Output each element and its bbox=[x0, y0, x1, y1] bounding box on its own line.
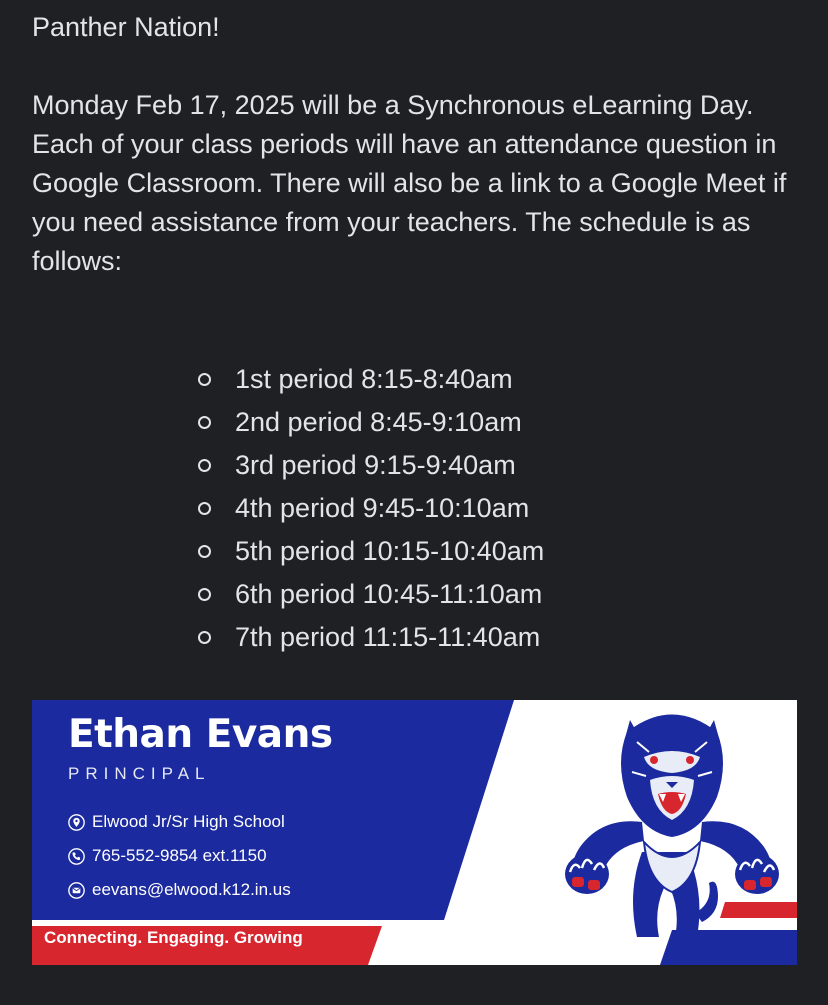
signature-name: Ethan Evans bbox=[68, 712, 333, 757]
bullet-icon bbox=[198, 631, 211, 644]
list-item: 3rd period 9:15-9:40am bbox=[196, 444, 544, 487]
signature-phone bbox=[68, 846, 267, 866]
schedule-list bbox=[196, 358, 544, 659]
list-item: 7th period 11:15-11:40am bbox=[196, 616, 544, 659]
bullet-icon bbox=[198, 459, 211, 472]
location-pin-icon bbox=[68, 814, 85, 831]
bullet-icon bbox=[198, 373, 211, 386]
announcement-text: Monday Feb 17, 2025 will be a Synchronous eLearning Day. Each of your class periods will have an attendance question in Google Classroom. There will also be a link to a Google Meet if you need assistance from your teachers. The schedule is as follows: bbox=[32, 90, 787, 276]
signature-title: PRINCIPAL bbox=[68, 764, 211, 783]
email-signature-card bbox=[32, 700, 797, 965]
signature-email bbox=[68, 880, 291, 900]
list-item: 4th period 9:45-10:10am bbox=[196, 487, 544, 530]
phone-link[interactable]: 765-552-9854 ext.1150 bbox=[92, 846, 267, 865]
signature-school: Elwood Jr/Sr High School bbox=[68, 812, 285, 832]
bullet-icon bbox=[198, 502, 211, 515]
panther-mascot-logo bbox=[532, 702, 792, 957]
message-body bbox=[32, 8, 812, 281]
list-item: 2nd period 8:45-9:10am bbox=[196, 401, 544, 444]
bullet-icon bbox=[198, 588, 211, 601]
email-link[interactable]: eevans@elwood.k12.in.us bbox=[92, 880, 291, 899]
signature-tagline: Connecting. Engaging. Growing bbox=[44, 928, 303, 947]
email-icon bbox=[68, 882, 85, 899]
phone-icon bbox=[68, 848, 85, 865]
list-item: 5th period 10:15-10:40am bbox=[196, 530, 544, 573]
list-item: 1st period 8:15-8:40am bbox=[196, 358, 544, 401]
bullet-icon bbox=[198, 416, 211, 429]
bullet-icon bbox=[198, 545, 211, 558]
greeting-text: Panther Nation! bbox=[32, 12, 220, 42]
list-item: 6th period 10:45-11:10am bbox=[196, 573, 544, 616]
